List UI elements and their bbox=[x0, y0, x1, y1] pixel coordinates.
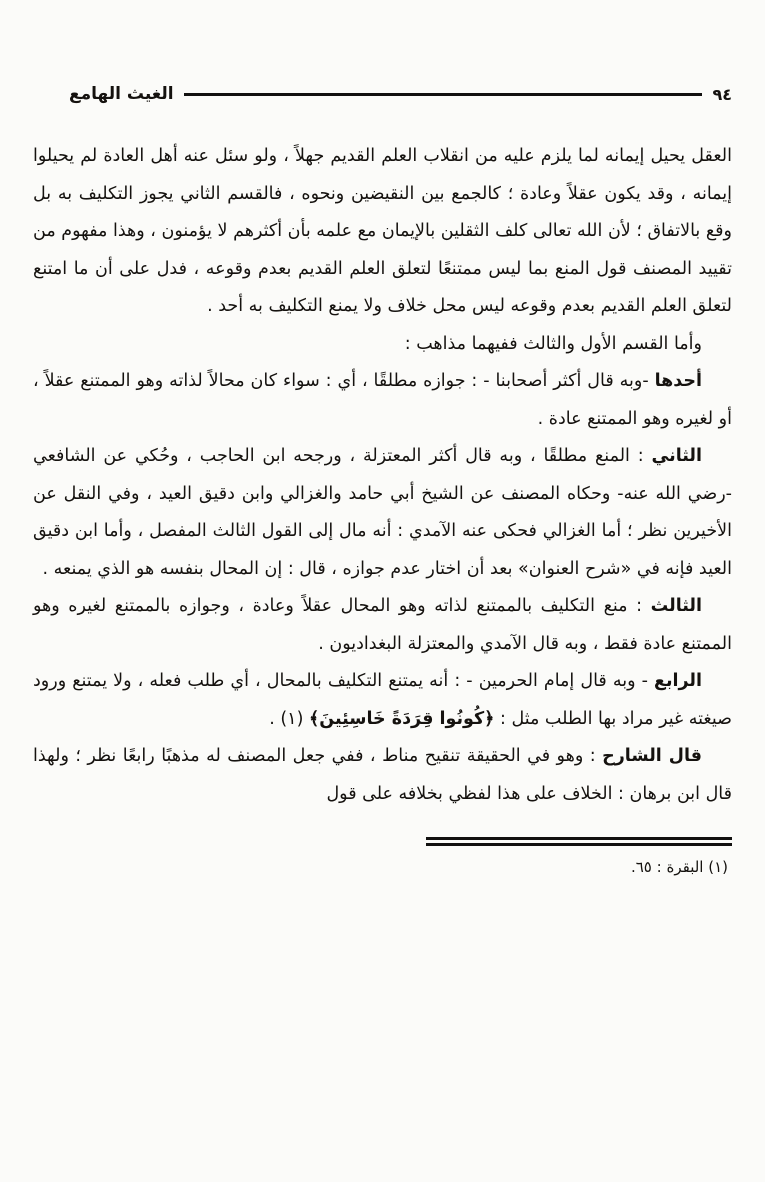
paragraph-lead: الثاني bbox=[651, 446, 702, 466]
paragraph bbox=[33, 363, 732, 438]
footnote-area bbox=[33, 837, 732, 879]
paragraph-text: : المنع مطلقًا ، وبه قال أكثر المعتزلة ، ورجحه ابن الحاجب ، وحُكي عن الشافعي -رضي الله عنه- وحكاه المصنف عن الشيخ أبي حامد والغزالي وابن دقيق العيد ، وفي النقل عن الأخيرين نظر ؛ أما الغزالي فحكى عنه الآمدي : أنه مال إلى القول الثالث المفصل ، وأما ابن دقيق العيد فإنه في «شرح العنوان» بعد أن اختار عدم جوازه ، قال : إن المحال بنفسه هو الذي يمنعه . bbox=[33, 446, 732, 579]
paragraph bbox=[33, 738, 732, 813]
paragraph bbox=[33, 663, 732, 738]
paragraph-lead: أحدها bbox=[654, 371, 702, 391]
footnote-separator-rule bbox=[426, 837, 732, 846]
paragraph-lead: الثالث bbox=[650, 596, 702, 616]
paragraph-lead: الرابع bbox=[654, 671, 702, 691]
paragraph bbox=[33, 588, 732, 663]
page-number: ٩٤ bbox=[712, 84, 732, 104]
footnote-text: (١) البقرة : ٦٥. bbox=[630, 858, 728, 876]
body-text bbox=[33, 138, 732, 813]
paragraph-text: وأما القسم الأول والثالث ففيهما مذاهب : bbox=[404, 333, 702, 354]
quran-verse: ﴿كُونُوا قِرَدَةً خَاسِئِينَ﴾ bbox=[308, 708, 495, 729]
paragraph bbox=[33, 138, 732, 326]
paragraph-text: -وبه قال أكثر أصحابنا - : جوازه مطلقًا ، أي : سواء كان محالاً لذاته وهو الممتنع عقلاً ، أو لغيره وهو الممتنع عادة . bbox=[33, 371, 732, 429]
paragraph bbox=[33, 326, 732, 364]
paragraph-text: : وهو في الحقيقة تنقيح مناط ، ففي جعل المصنف له مذهبًا رابعًا نظر ؛ ولهذا قال ابن برهان : الخلاف على هذا لفظي بخلافه على قول bbox=[33, 746, 732, 804]
running-header bbox=[33, 84, 732, 104]
paragraph-text: - وبه قال إمام الحرمين - : أنه يمتنع التكليف بالمحال ، أي طلب فعله ، ولا يمتنع ورود صيغته غير مراد بها الطلب مثل : bbox=[33, 671, 732, 729]
paragraph-lead: قال الشارح bbox=[602, 746, 702, 766]
footnote-marker: (١) . bbox=[269, 708, 309, 729]
book-title: الغيث الهامع bbox=[69, 84, 174, 104]
paragraph-text: العقل يحيل إيمانه لما يلزم عليه من انقلاب العلم القديم جهلاً ، ولو سئل عنه أهل العادة لم يحيلوا إيمانه ، وقد يكون عقلاً وعادة ؛ كالجمع بين النقيضين ونحوه ، فالقسم الثاني يجوز التكليف به بل وقع بالاتفاق ؛ لأن الله تعالى كلف الثقلين بالإيمان مع علمه بأن أكثرهم لا يؤمنون ، وهذا مفهوم من تقييد المصنف قول المنع بما ليس ممتنعًا لتعلق العلم القديم بعدم وقوعه ، فدل على أن ما امتنع لتعلق العلم القديم بعدم وقوعه ليس محل خلاف ولا يمنع التكليف به أحد . bbox=[33, 146, 732, 316]
paragraph bbox=[33, 438, 732, 588]
header-rule bbox=[184, 93, 703, 96]
paragraph-text: : منع التكليف بالممتنع لذاته وهو المحال عقلاً وعادة ، وجوازه بالممتنع لغيره وهو الممتنع عادة فقط ، وبه قال الآمدي والمعتزلة البغداديون . bbox=[33, 596, 732, 654]
